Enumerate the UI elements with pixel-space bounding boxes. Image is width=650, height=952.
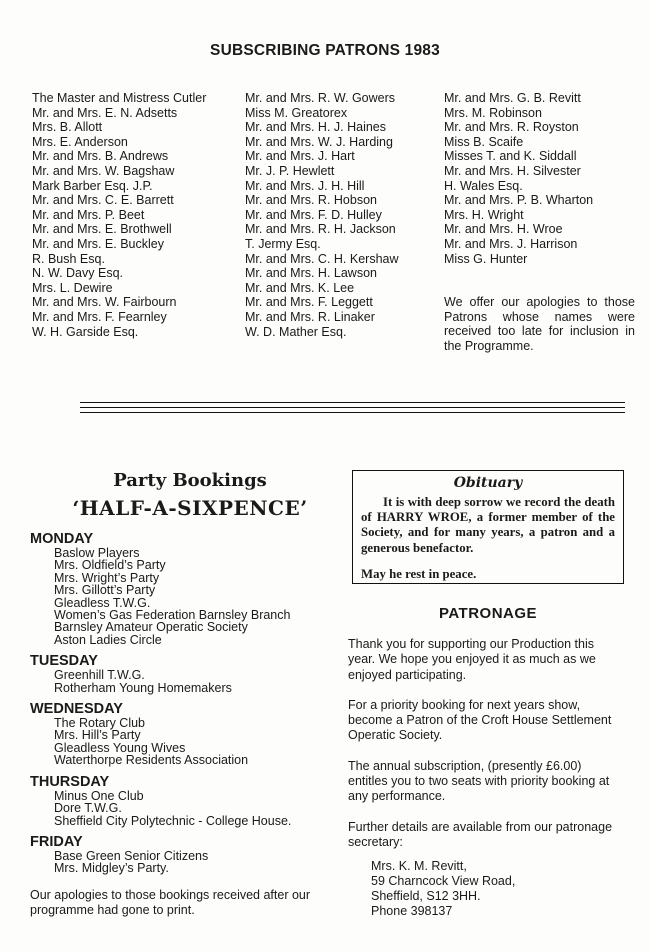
obituary-text <box>361 495 615 556</box>
booking-entry: Women’s Gas Federation Barnsley Branch <box>54 608 291 623</box>
booking-entry: Waterthorpe Residents Association <box>54 753 249 768</box>
patron-name: Mr. and Mrs. R. Hobson <box>245 193 377 208</box>
patron-name: Mr. and Mrs. H. J. Haines <box>245 120 387 135</box>
divider-rule <box>80 402 625 403</box>
patron-name: Mr. and Mrs. E. N. Adsetts <box>32 105 178 120</box>
booking-entry: Rotherham Young Homemakers <box>54 680 232 695</box>
booking-day-block <box>30 701 350 767</box>
patrons-column-3 <box>444 91 593 266</box>
patronage-paragraph: The annual subscription, (presently £6.00) entitles you to two seats with priority booking at any performance. <box>348 758 610 804</box>
booking-entry: Dore T.W.G. <box>54 801 122 816</box>
patron-name: T. Jermy Esq. <box>245 236 321 251</box>
patron-name: Mr. and Mrs. C. H. Kershaw <box>245 251 399 266</box>
obituary-closing: May he rest in peace. <box>361 567 477 581</box>
patron-name: Mr. and Mrs. F. Fearnley <box>32 309 167 324</box>
booking-entry: Gleadless Young Wives <box>54 740 186 755</box>
patron-name: Mr. and Mrs. E. Brothwell <box>32 222 172 237</box>
patron-name: Mr. and Mrs. E. Buckley <box>32 236 164 251</box>
patron-name: The Master and Mistress Cutler <box>32 91 207 105</box>
patron-name: Mr. and Mrs. H. Lawson <box>245 266 377 281</box>
patron-name: Mr. and Mrs. R. Linaker <box>245 309 375 324</box>
patron-name: Mr. and Mrs. R. H. Jackson <box>245 222 396 237</box>
page-title: SUBSCRIBING PATRONS 1983 <box>210 42 440 59</box>
patron-name: Mr. and Mrs. P. Beet <box>32 207 145 222</box>
booking-day-block <box>30 834 350 875</box>
booking-entry: Minus One Club <box>54 788 144 803</box>
patron-name: Mr. and Mrs. W. J. Harding <box>245 134 393 149</box>
booking-day-heading: MONDAY <box>30 531 94 547</box>
booking-entry: Sheffield City Polytechnic - College House. <box>54 813 292 828</box>
booking-entry: Baslow Players <box>54 546 140 560</box>
booking-entry: Mrs. Gillott’s Party <box>54 583 156 598</box>
booking-entry: Base Green Senior Citizens <box>54 848 209 863</box>
patron-name: Mr. and Mrs. G. B. Revitt <box>444 91 581 105</box>
patron-name: Mr. and Mrs. H. Wroe <box>444 222 563 237</box>
booking-day-heading: WEDNESDAY <box>30 701 123 718</box>
booking-entries <box>54 547 350 646</box>
patron-name: Mrs. B. Allott <box>32 120 103 135</box>
patron-name: Mr. and Mrs. P. B. Wharton <box>444 193 594 208</box>
booking-day-heading: THURSDAY <box>30 773 110 790</box>
booking-entries <box>54 850 350 875</box>
party-bookings-title: Party Bookings <box>113 470 267 491</box>
patron-name: Mr. and Mrs. F. D. Hulley <box>245 207 382 222</box>
booking-entry: Greenhill T.W.G. <box>54 668 145 683</box>
booking-entry: Mrs. Oldfield’s Party <box>54 558 166 573</box>
patron-name: Mr. and Mrs. K. Lee <box>245 280 355 295</box>
booking-entry: Mrs. Midgley’s Party. <box>54 861 169 876</box>
patrons-column-1 <box>32 91 206 339</box>
patron-name: W. D. Mather Esq. <box>245 324 347 339</box>
patron-name: Mark Barber Esq. J.P. <box>32 178 153 193</box>
booking-entry: Mrs. Wright’s Party <box>54 570 160 585</box>
patron-name: Mr. J. P. Hewlett <box>245 163 335 178</box>
bookings-list <box>30 531 350 882</box>
secretary-address <box>371 859 515 919</box>
patrons-column-2 <box>245 91 399 339</box>
patronage-paragraph: For a priority booking for next years show, become a Patron of the Croft House Settlement Operatic Society. <box>348 697 612 743</box>
patron-name: Mr. and Mrs. W. Fairbourn <box>32 295 177 310</box>
divider-rule <box>80 407 625 408</box>
booking-entries <box>54 790 350 827</box>
patron-name: Mr. and Mrs. W. Bagshaw <box>32 163 175 178</box>
patron-name: Mr. and Mrs. R. Royston <box>444 120 579 135</box>
patron-name: Miss G. Hunter <box>444 251 528 266</box>
divider-rule <box>80 412 625 413</box>
patron-name: R. Bush Esq. <box>32 251 105 266</box>
patron-name: H. Wales Esq. <box>444 178 523 193</box>
patronage-paragraph: Thank you for supporting our Production this year. We hope you enjoyed it as much as we enjoyed participating. <box>348 637 596 682</box>
patrons-apology-note: We offer our apologies to those Patrons whose names were received too late for inclusion in the Programme. <box>444 295 635 353</box>
patronage-paragraph: Further details are available from our patronage secretary: <box>348 819 613 849</box>
patron-name: Mrs. E. Anderson <box>32 134 128 149</box>
booking-entries <box>54 669 350 694</box>
patron-name: Misses T. and K. Siddall <box>444 149 577 164</box>
booking-day-heading: TUESDAY <box>30 653 98 670</box>
patron-name: Mrs. L. Dewire <box>32 280 113 295</box>
patron-name: Miss M. Greatorex <box>245 105 348 120</box>
patron-name: Mrs. H. Wright <box>444 207 524 222</box>
patron-name: Mrs. M. Robinson <box>444 105 542 120</box>
booking-entry: Mrs. Hill’s Party <box>54 728 141 743</box>
booking-day-block <box>30 653 350 694</box>
booking-entries <box>54 717 350 767</box>
patronage-body <box>348 637 616 865</box>
patron-name: Mr. and Mrs. J. H. Hill <box>245 178 365 193</box>
address-line: 59 Charncock View Road, <box>371 874 516 888</box>
booking-entry: Barnsley Amateur Operatic Society <box>54 620 248 635</box>
patron-name: W. H. Garside Esq. <box>32 324 139 339</box>
bookings-apology: Our apologies to those bookings received after our programme had gone to print. <box>30 888 311 917</box>
patron-name: Mr. and Mrs. H. Silvester <box>444 163 581 178</box>
obituary-body: It is with deep sorrow we record the death of HARRY WROE, a former member of the Society, and for many years, a patron and a generous benefactor. <box>361 495 615 555</box>
patron-name: Mr. and Mrs. J. Harrison <box>444 236 578 251</box>
address-line: Mrs. K. M. Revitt, <box>371 859 467 873</box>
booking-entry: Gleadless T.W.G. <box>54 595 151 610</box>
patron-name: Mr. and Mrs. R. W. Gowers <box>245 91 396 105</box>
obituary-box <box>352 470 624 584</box>
address-line: Sheffield, S12 3HH. <box>371 889 481 903</box>
patronage-title: PATRONAGE <box>438 605 538 622</box>
patron-name: Mr. and Mrs. C. E. Barrett <box>32 193 174 208</box>
patron-name: Mr. and Mrs. J. Hart <box>245 149 355 164</box>
patron-name: Miss B. Scaife <box>444 134 524 149</box>
patron-name: N. W. Davy Esq. <box>32 266 123 281</box>
booking-entry: The Rotary Club <box>54 716 146 731</box>
patron-name: Mr. and Mrs. B. Andrews <box>32 149 169 164</box>
booking-day-block <box>30 531 350 646</box>
booking-entry: Aston Ladies Circle <box>54 632 162 647</box>
booking-day-block <box>30 774 350 827</box>
booking-day-heading: FRIDAY <box>30 833 83 850</box>
show-title: ‘HALF-A-SIXPENCE’ <box>72 496 308 520</box>
patron-name: Mr. and Mrs. F. Leggett <box>245 295 373 310</box>
obituary-heading: Obituary <box>453 475 523 491</box>
address-line: Phone 398137 <box>371 904 453 918</box>
